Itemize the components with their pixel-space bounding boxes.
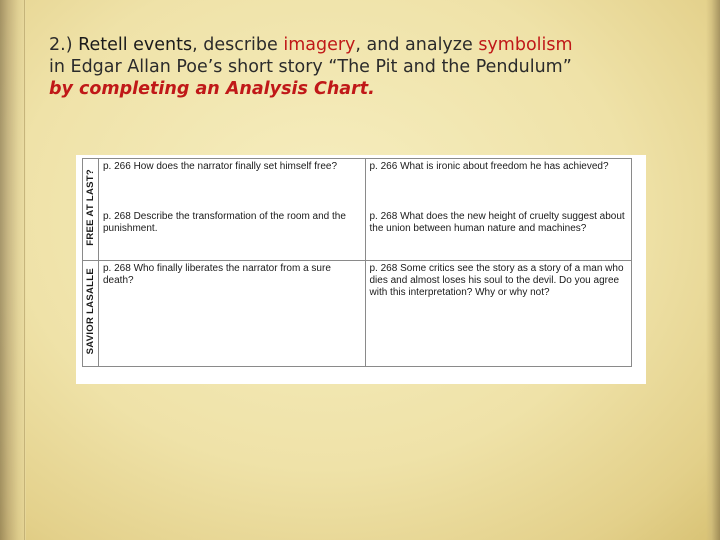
slide-heading <box>49 34 689 100</box>
question-cell: p. 268 Who finally liberates the narrator from a sure death? <box>99 261 366 367</box>
section-label-cell <box>83 261 99 367</box>
analysis-chart <box>82 158 632 367</box>
heading-imagery: imagery <box>283 35 356 55</box>
question-cell: p. 266 What is ironic about freedom he has achieved? <box>365 159 632 209</box>
section-label-cell <box>83 159 99 261</box>
table-row <box>83 261 632 367</box>
table-row <box>83 159 632 209</box>
question-cell: p. 266 How does the narrator finally set himself free? <box>99 159 366 209</box>
table-row <box>83 209 632 261</box>
heading-symbolism: symbolism <box>478 35 573 55</box>
heading-instruction: by completing an Analysis Chart. <box>49 79 375 99</box>
heading-number: 2.) <box>49 35 73 55</box>
binding-line <box>24 0 25 540</box>
heading-sep2: , and analyze <box>355 35 479 55</box>
section-label: SAVIOR LASALLE <box>84 268 96 355</box>
analysis-chart-image <box>76 155 646 384</box>
question-cell: p. 268 Some critics see the story as a story of a man who dies and almost loses his soul to the devil. Do you agree with this interpretation? Why or why not? <box>365 261 632 367</box>
question-cell: p. 268 What does the new height of cruelty suggest about the union between human nature and machines? <box>365 209 632 261</box>
question-cell: p. 268 Describe the transformation of the room and the punishment. <box>99 209 366 261</box>
heading-retell: Retell events <box>78 35 193 55</box>
heading-line2: in Edgar Allan Poe’s short story “The Pit and the Pendulum” <box>49 57 572 77</box>
section-label: FREE AT LAST? <box>84 169 96 246</box>
heading-sep1: , describe <box>192 35 284 55</box>
